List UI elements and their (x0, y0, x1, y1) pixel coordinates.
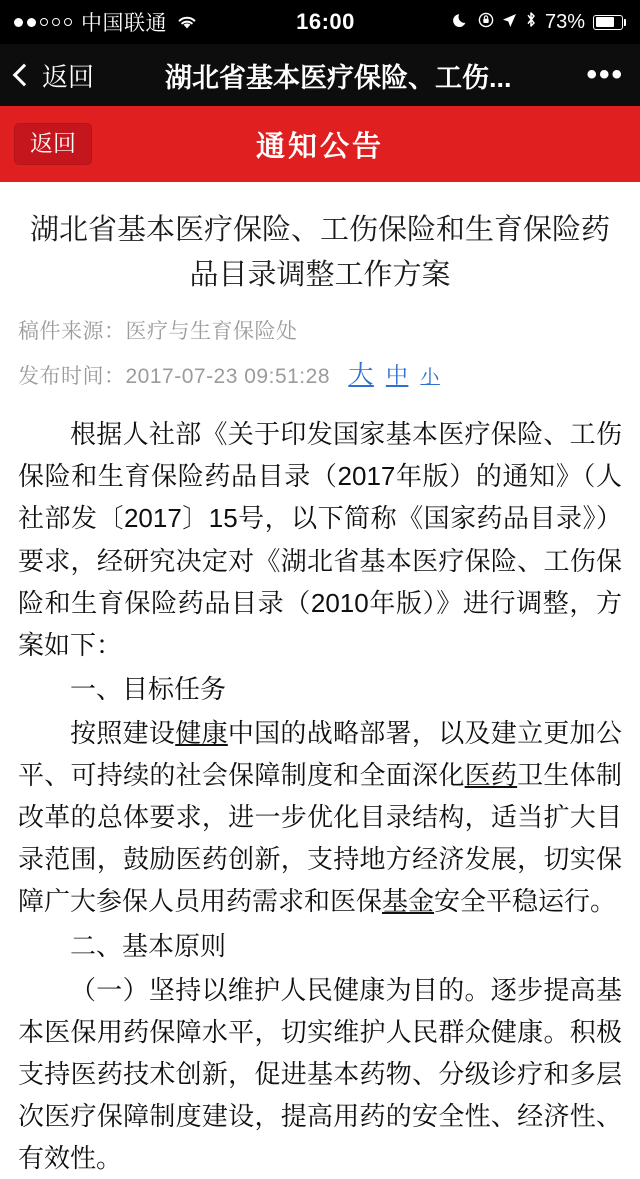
lock-rotation-icon (478, 11, 494, 34)
article-paragraph: （一）坚持以维护人民健康为目的。逐步提高基本医保用药保障水平，切实维护人民群众健康。积极支持医药技术创新，促进基本药物、分级诊疗和多层次医疗保障制度建设，提高用药的安全性、经济性、有效性。 (18, 974, 622, 1174)
status-bar (0, 0, 640, 44)
location-arrow-icon (502, 11, 517, 34)
status-bar-left (14, 7, 198, 37)
article-paragraph: 一、目标任务 (70, 673, 227, 704)
article-source-value: 医疗与生育保险处 (125, 319, 298, 343)
section-back-button[interactable]: 返回 (14, 123, 92, 165)
inline-link[interactable]: 健康 (175, 718, 228, 749)
font-size-controls (348, 352, 440, 400)
font-size-large-button[interactable]: 大 (348, 360, 374, 389)
navigation-bar (0, 44, 640, 106)
moon-icon (453, 11, 470, 34)
battery-percent-label: 73% (544, 10, 585, 33)
nav-back-button[interactable] (16, 57, 94, 94)
status-bar-right (453, 11, 626, 34)
page-title: 湖北省基本医疗保险、工伤... (164, 62, 512, 93)
article-paragraph: 二、基本原则 (70, 930, 227, 961)
article-container (0, 182, 640, 1179)
article-publish-value: 2017-07-23 09:51:28 (125, 364, 330, 388)
section-header (0, 106, 640, 182)
more-options-icon[interactable]: ••• (586, 58, 624, 91)
section-title: 通知公告 (255, 130, 384, 163)
article-source-label: 稿件来源： (18, 319, 126, 343)
inline-link[interactable]: 基金 (382, 886, 435, 917)
signal-dots-icon (14, 18, 72, 27)
nav-back-label: 返回 (42, 61, 95, 92)
article-paragraph: 根据人社部《关于印发国家基本医疗保险、工伤保险和生育保险药品目录（2017年版）的通知》（人社部发〔2017〕15号，以下简称《国家药品目录》）要求，经研究决定对《湖北省基本医疗保险、工伤保险和生育保险药品目录（2010年版）》进行调整，方案如下： (18, 419, 622, 660)
inline-link[interactable]: 医药 (464, 760, 518, 791)
font-size-medium-button[interactable]: 中 (385, 362, 409, 388)
bluetooth-icon (525, 11, 537, 34)
carrier-label: 中国联通 (81, 12, 167, 35)
wifi-icon (176, 14, 198, 30)
article-publish-line (18, 352, 622, 400)
chevron-left-icon (13, 64, 36, 87)
article-source-line (18, 312, 622, 352)
article-title: 湖北省基本医疗保险、工伤保险和生育保险药品目录调整工作方案 (29, 214, 610, 291)
article-publish-label: 发布时间： (18, 364, 126, 388)
battery-icon (593, 15, 626, 30)
article-paragraph: 按照建设健康中国的战略部署，以及建立更加公平、可持续的社会保障制度和全面深化医药卫生体制改革的总体要求，进一步优化目录结构，适当扩大目录范围，鼓励医药创新，支持地方经济发展，切实保障广大参保人员用药需求和医保基金安全平稳运行。 (18, 718, 622, 917)
font-size-small-button[interactable]: 小 (420, 366, 440, 388)
status-clock: 16:00 (296, 9, 355, 34)
article-body (18, 413, 622, 1179)
